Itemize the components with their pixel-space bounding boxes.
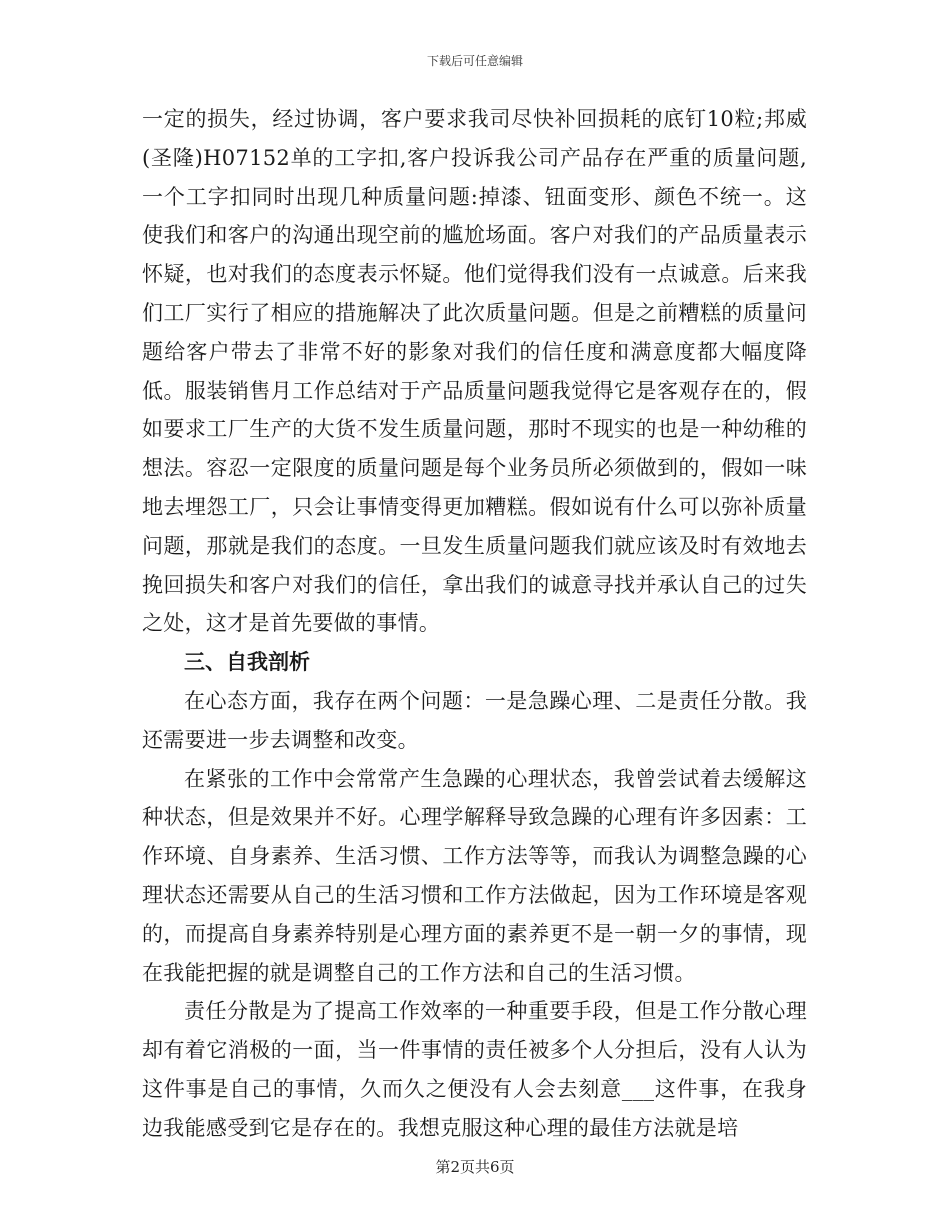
page-footer: 第2页共6页: [435, 1158, 515, 1176]
body-paragraph: 一定的损失，经过协调，客户要求我司尽快补回损耗的底钉10粒;邦威(圣隆)H07152单的工字扣,客户投诉我公司产品存在严重的质量问题,一个工字扣同时出现几种质量问题:掉漆、钮面变形、颜色不统一。这使我们和客户的沟通出现空前的尴尬场面。客户对我们的产品质量表示怀疑，也对我们的态度表示怀疑。他们觉得我们没有一点诚意。后来我们工厂实行了相应的措施解决了此次质量问题。但是之前糟糕的质量问题给客户带去了非常不好的影象对我们的信任度和满意度都大幅度降低。服装销售月工作总结对于产品质量问题我觉得它是客观存在的，假如要求工厂生产的大货不发生质量问题，那时不现实的也是一种幼稚的想法。容忍一定限度的质量问题是每个业务员所必须做到的，假如一味地去埋怨工厂，只会让事情变得更加糟糕。假如说有什么可以弥补质量问题，那就是我们的态度。一旦发生质量问题我们就应该及时有效地去挽回损失和客户对我们的信任，拿出我们的诚意寻找并承认自己的过失之处，这才是首先要做的事情。: [142, 107, 807, 636]
body-paragraph: 在紧张的工作中会常常产生急躁的心理状态，我曾尝试着去缓解这种状态，但是效果并不好。心理学解释导致急躁的心理有许多因素：工作环境、自身素养、生活习惯、工作方法等等，而我认为调整急躁的心理状态还需要从自己的生活习惯和工作方法做起，因为工作环境是客观的，而提高自身素养特别是心理方面的素养更不是一朝一夕的事情，现在我能把握的就是调整自己的工作方法和自己的生活习惯。: [142, 766, 807, 985]
page-header: 下载后可任意编辑: [426, 54, 523, 68]
section-heading: 三、自我剖析: [184, 649, 310, 675]
body-paragraph: 在心态方面，我存在两个问题：一是急躁心理、二是责任分散。我还需要进一步去调整和改变。: [142, 688, 807, 752]
body-paragraph: 责任分散是为了提高工作效率的一种重要手段，但是工作分散心理却有着它消极的一面，当一件事情的责任被多个人分担后，没有人认为这件事是自己的事情，久而久之便没有人会去刻意___这件事，在我身边我能感受到它是存在的。我想克服这种心理的最佳方法就是培: [142, 999, 807, 1140]
document-body: [142, 100, 807, 1148]
